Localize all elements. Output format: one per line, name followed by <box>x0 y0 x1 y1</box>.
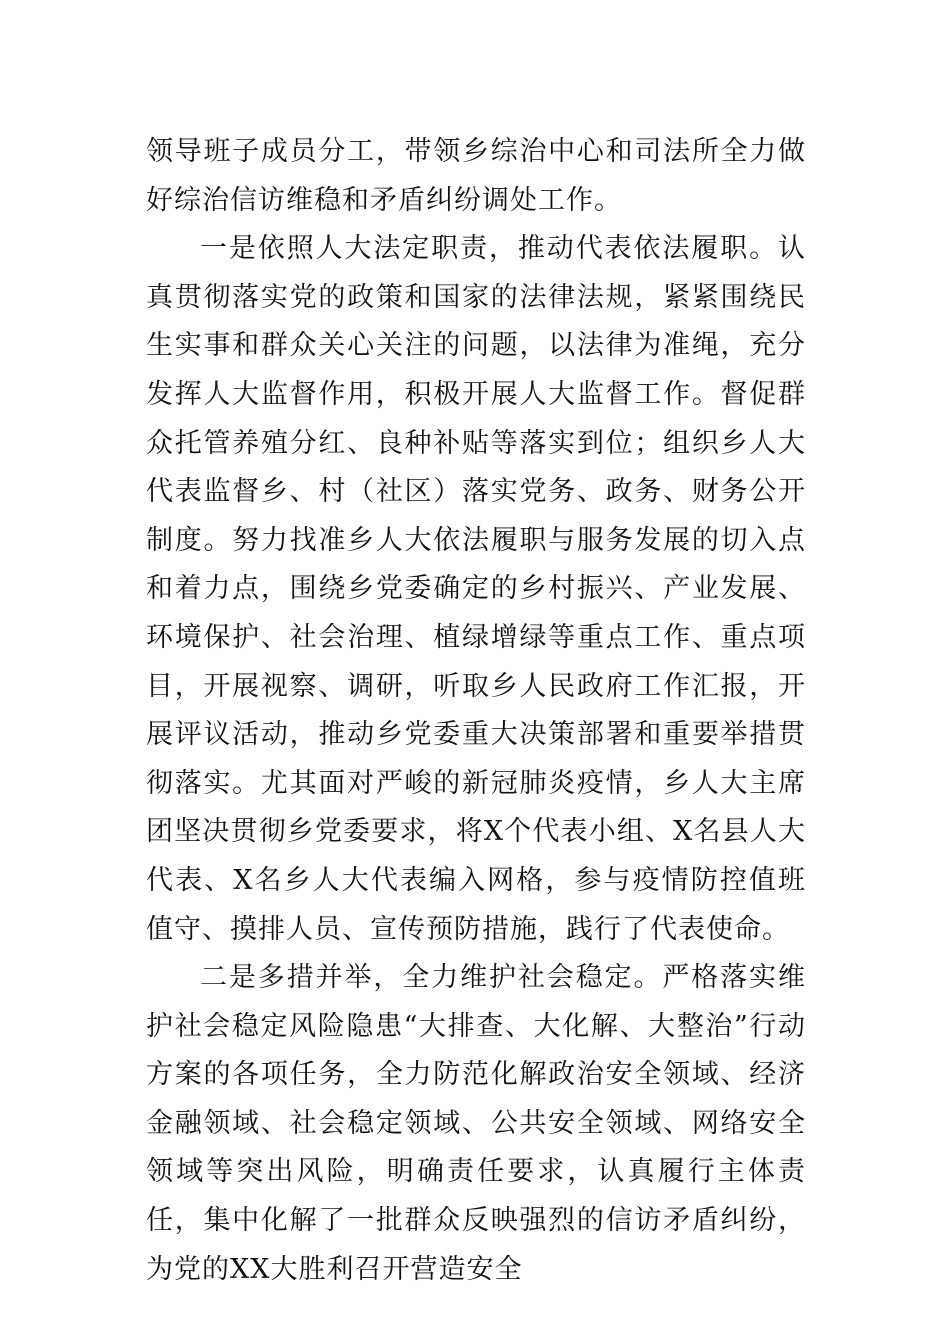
document-body <box>146 128 806 1294</box>
paragraph-social-stability: 二是多措并举，全力维护社会稳定。严格落实维护社会稳定风险隐患“大排查、大化解、大整治”行动方案的各项任务，全力防范化解政治安全领域、经济金融领域、社会稳定领域、公共安全领域、网络安全领域等突出风险，明确责任要求，认真履行主体责任，集中化解了一批群众反映强烈的信访矛盾纠纷，为党的XX大胜利召开营造安全 <box>146 962 806 1285</box>
paragraph-continuation: 领导班子成员分工，带领乡综治中心和司法所全力做好综治信访维稳和矛盾纠纷调处工作。 <box>146 136 806 216</box>
paragraph-duty-performance: 一是依照人大法定职责，推动代表依法履职。认真贯彻落实党的政策和国家的法律法规，紧紧围绕民生实事和群众关心关注的问题，以法律为准绳，充分发挥人大监督作用，积极开展人大监督工作。督促群众托管养殖分红、良种补贴等落实到位；组织乡人大代表监督乡、村（社区）落实党务、政务、财务公开制度。努力找准乡人大依法履职与服务发展的切入点和着力点，围绕乡党委确定的乡村振兴、产业发展、环境保护、社会治理、植绿增绿等重点工作、重点项目，开展视察、调研，听取乡人民政府工作汇报，开展评议活动，推动乡党委重大决策部署和重要举措贯彻落实。尤其面对严峻的新冠肺炎疫情，乡人大主席团坚决贯彻乡党委要求，将X个代表小组、X名县人大代表、X名乡人大代表编入网格，参与疫情防控值班值守、摸排人员、宣传预防措施，践行了代表使命。 <box>146 233 806 945</box>
